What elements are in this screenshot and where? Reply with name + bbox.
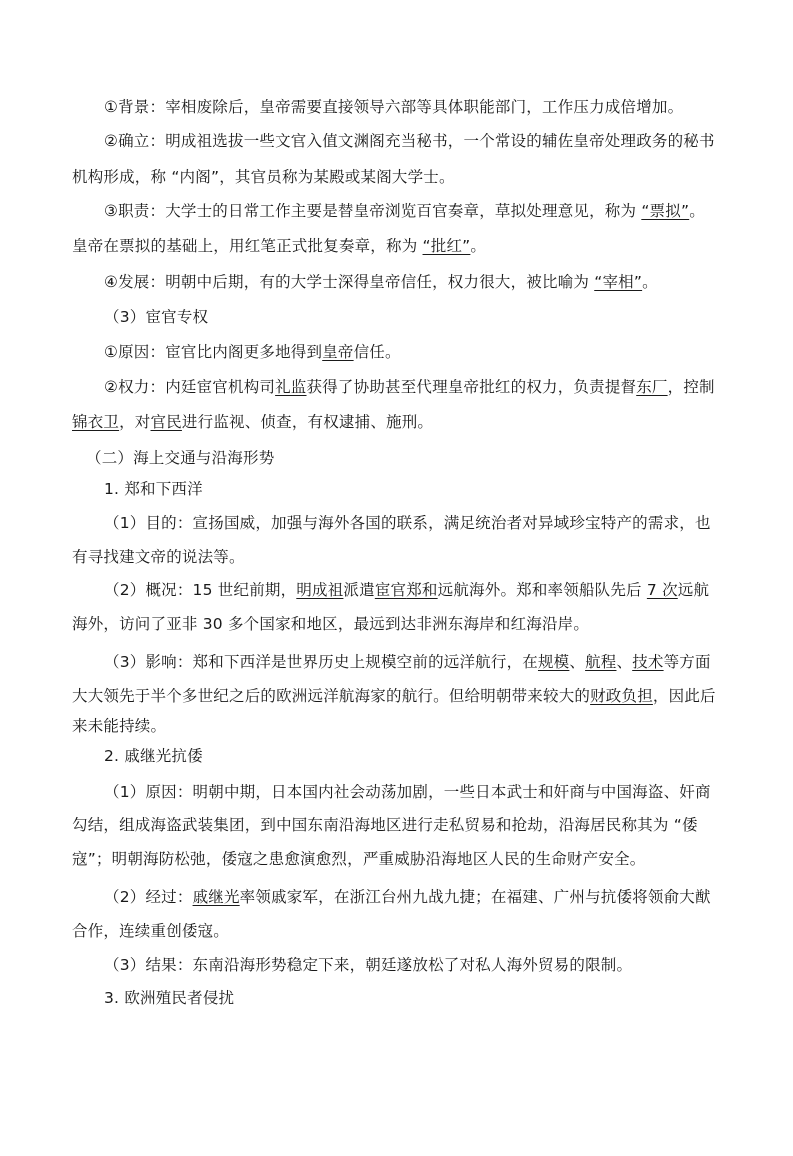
section-heading xyxy=(104,988,234,1008)
underlined-term: “宰相” xyxy=(594,273,643,291)
underlined-term: 财政负担 xyxy=(590,687,653,705)
underlined-term: 规模 xyxy=(537,653,570,671)
text-line xyxy=(104,272,658,292)
text-segment: 大大领先于半个多世纪之后的欧洲远洋航海家的航行。但给明朝带来较大的 xyxy=(72,687,591,705)
text-segment: 3. 欧洲殖民者侵扰 xyxy=(104,989,235,1007)
text-segment: ②确立：明成祖选拔一些文官入值文渊阁充当秘书，一个常设的辅佐皇帝处理政务的秘书 xyxy=(104,132,715,150)
text-line xyxy=(104,342,401,362)
text-segment: 来未能持续。 xyxy=(72,717,167,735)
text-segment: ，因此后 xyxy=(652,687,716,705)
text-segment: 。 xyxy=(470,237,487,255)
text-segment: 1. 郑和下西洋 xyxy=(104,480,203,498)
text-line xyxy=(104,377,715,397)
underlined-term: 东厂 xyxy=(636,378,668,396)
text-line xyxy=(72,167,455,187)
underlined-term: 宦官 xyxy=(374,581,407,599)
text-segment: 获得了协助甚至代理皇帝批红的权力，负责提督 xyxy=(306,378,637,396)
underlined-term: 锦衣卫 xyxy=(72,413,120,431)
underlined-term: 郑和 xyxy=(406,581,438,599)
underlined-term: 官民 xyxy=(150,413,182,431)
text-line xyxy=(104,97,683,117)
underlined-term: “票拟” xyxy=(641,202,690,220)
text-segment: 勾结，组成海盗武装集团，到中国东南沿海地区进行走私贸易和抢劫，沿海居民称其为 “倭 xyxy=(72,816,698,834)
underlined-term: 航程 xyxy=(585,653,617,671)
text-segment: 率领戚家军，在浙江台州九战九捷；在福建、广州与抗倭将领俞大猷 xyxy=(239,888,711,906)
text-segment: 。 xyxy=(642,273,658,291)
section-heading xyxy=(86,448,274,468)
underlined-term: 戚继光 xyxy=(192,888,240,906)
text-line xyxy=(104,201,705,221)
text-segment: ①背景：宰相废除后，皇帝需要直接领导六部等具体职能部门，工作压力成倍增加。 xyxy=(104,98,684,116)
underlined-term: 皇帝 xyxy=(322,343,354,361)
text-segment: 远航 xyxy=(677,581,710,599)
text-segment: （3）结果：东南沿海形势稳定下来，朝廷遂放松了对私人海外贸易的限制。 xyxy=(104,956,633,974)
text-segment: 有寻找建文帝的说法等。 xyxy=(72,548,245,566)
text-line xyxy=(72,815,698,835)
text-segment: （2）经过： xyxy=(104,888,193,906)
text-segment: 进行监视、侦查，有权逮捕、施刑。 xyxy=(181,413,434,431)
text-line xyxy=(72,614,589,634)
text-segment: 2. 戚继光抗倭 xyxy=(104,747,203,765)
text-line xyxy=(72,236,486,256)
text-segment: 等方面 xyxy=(663,653,711,671)
text-segment: ③职责：大学士的日常工作主要是替皇帝浏览百官奏章，草拟处理意见，称为 xyxy=(104,202,642,220)
text-segment: 。 xyxy=(689,202,705,220)
text-line xyxy=(104,580,709,600)
text-line xyxy=(104,652,711,672)
text-segment: 、 xyxy=(569,653,586,671)
text-segment: ②权力：内廷宦官机构司 xyxy=(104,378,276,396)
text-line xyxy=(72,686,716,706)
section-heading xyxy=(104,746,203,766)
text-segment: 合作，连续重创倭寇。 xyxy=(72,922,230,940)
text-segment: ①原因：宦官比内阁更多地得到 xyxy=(104,343,323,361)
text-segment: （1）目的：宣扬国威，加强与海外各国的联系，满足统治者对异域珍宝特产的需求，也 xyxy=(104,514,711,532)
text-segment: 派遣 xyxy=(343,581,375,599)
text-segment: ④发展：明朝中后期，有的大学士深得皇帝信任，权力很大，被比喻为 xyxy=(104,273,595,291)
text-segment: ，控制 xyxy=(667,378,715,396)
text-line xyxy=(72,547,245,567)
text-segment: 海外，访问了亚非 30 多个国家和地区，最远到达非洲东海岸和红海沿岸。 xyxy=(72,615,590,633)
text-segment: 皇帝在票拟的基础上，用红笔正式批复奏章，称为 xyxy=(72,237,423,255)
text-segment: （二）海上交通与沿海形势 xyxy=(86,449,275,467)
text-segment: （2）概况：15 世纪前期， xyxy=(104,581,297,599)
text-segment: （3）影响：郑和下西洋是世界历史上规模空前的远洋航行，在 xyxy=(104,653,538,671)
text-segment: ，对 xyxy=(119,413,151,431)
text-segment: 、 xyxy=(616,653,633,671)
text-segment: 寇”；明朝海防松弛，倭寇之患愈演愈烈，严重威胁沿海地区人民的生命财产安全。 xyxy=(72,850,646,868)
text-line xyxy=(104,131,715,151)
text-line xyxy=(72,849,645,869)
underlined-term: 技术 xyxy=(632,653,664,671)
underlined-term: 明成祖 xyxy=(296,581,344,599)
underlined-term: 礼监 xyxy=(275,378,307,396)
text-segment: （3）宦官专权 xyxy=(104,308,209,326)
underlined-term: 7 次 xyxy=(646,581,678,599)
text-line xyxy=(104,887,711,907)
text-line xyxy=(72,716,166,736)
text-line xyxy=(104,782,711,802)
section-heading xyxy=(104,307,208,327)
text-segment: 远航海外。郑和率领船队先后 xyxy=(437,581,647,599)
text-line xyxy=(104,955,632,975)
text-line xyxy=(72,412,433,432)
text-segment: 信任。 xyxy=(353,343,401,361)
section-heading xyxy=(104,479,203,499)
text-line xyxy=(104,513,711,533)
text-line xyxy=(72,921,229,941)
text-segment: 机构形成，称 “内阁”，其官员称为某殿或某阁大学士。 xyxy=(72,168,455,186)
underlined-term: “批红” xyxy=(422,237,471,255)
text-segment: （1）原因：明朝中期，日本国内社会动荡加剧，一些日本武士和奸商与中国海盗、奸商 xyxy=(104,783,711,801)
